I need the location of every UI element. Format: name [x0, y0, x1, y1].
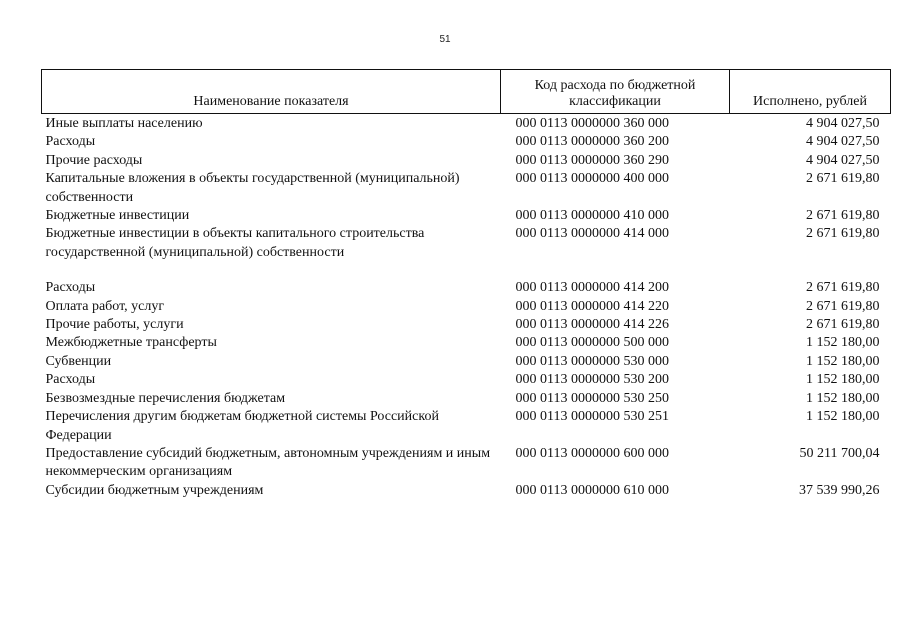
header-name: Наименование показателя: [42, 70, 501, 114]
row-amount: 2 671 619,80: [806, 280, 880, 296]
table-row: [42, 279, 891, 297]
row-amount: 2 671 619,80: [806, 317, 880, 333]
row-code: 000 0113 0000000 414 220: [515, 298, 669, 314]
row-name: Прочие расходы: [45, 152, 143, 168]
row-code: 000 0113 0000000 610 000: [515, 482, 669, 498]
row-name: Бюджетные инвестиции: [45, 208, 190, 224]
row-name: Иные выплаты населению: [45, 116, 203, 131]
table-row: [42, 114, 891, 134]
table-row: [42, 225, 891, 279]
row-amount: 50 211 700,04: [799, 445, 880, 461]
row-amount: 1 152 180,00: [806, 409, 880, 425]
row-code: 000 0113 0000000 400 000: [515, 171, 669, 187]
row-name: Предоставление субсидий бюджетным, автономным учреждениям и иным некоммерческим организациям: [45, 445, 491, 480]
row-code: 000 0113 0000000 530 250: [515, 390, 669, 406]
table-header-row: [42, 70, 891, 114]
header-amount: Исполнено, рублей: [730, 70, 891, 114]
row-name: Капитальные вложения в объекты государственной (муниципальной) собственности: [45, 171, 460, 205]
row-name: Межбюджетные трансферты: [45, 335, 217, 351]
row-amount: 4 904 027,50: [806, 134, 880, 150]
row-code: 000 0113 0000000 410 000: [515, 208, 669, 224]
row-name: Субсидии бюджетным учреждениям: [45, 482, 264, 498]
table-row: [42, 316, 891, 334]
row-amount: 1 152 180,00: [806, 372, 880, 388]
row-code: 000 0113 0000000 530 200: [515, 372, 669, 388]
page-number: 51: [439, 34, 451, 45]
table-body: [42, 114, 891, 501]
budget-execution-table: [41, 69, 891, 500]
row-code: 000 0113 0000000 600 000: [515, 445, 669, 461]
table-row: [42, 207, 891, 225]
row-amount: 2 671 619,80: [806, 298, 880, 314]
row-amount: 4 904 027,50: [806, 152, 880, 168]
row-code: 000 0113 0000000 360 000: [515, 116, 669, 131]
row-amount: 1 152 180,00: [806, 353, 880, 369]
row-amount: 37 539 990,26: [799, 482, 880, 498]
row-name: Бюджетные инвестиции в объекты капитального строительства государственной (муниципальной) собственности: [45, 226, 425, 260]
table-row: [42, 133, 891, 151]
row-code: 000 0113 0000000 414 000: [515, 226, 669, 242]
table-row: [42, 445, 891, 482]
table-row: [42, 298, 891, 316]
table-row: [42, 353, 891, 371]
row-name: Перечисления другим бюджетам бюджетной системы Российской Федерации: [45, 409, 439, 443]
table-row: [42, 482, 891, 500]
table-row: [42, 334, 891, 352]
table-row: [42, 390, 891, 408]
row-amount: 2 671 619,80: [806, 171, 880, 187]
row-amount: 1 152 180,00: [806, 335, 880, 351]
row-name: Расходы: [45, 372, 96, 388]
table-row: [42, 408, 891, 445]
row-code: 000 0113 0000000 530 251: [515, 409, 669, 425]
row-amount: 2 671 619,80: [806, 208, 880, 224]
row-name: Расходы: [45, 280, 96, 296]
row-amount: 1 152 180,00: [806, 390, 880, 406]
row-amount: 4 904 027,50: [806, 116, 880, 131]
row-code: 000 0113 0000000 414 200: [515, 280, 669, 296]
table-header: [42, 70, 891, 114]
row-amount: 2 671 619,80: [806, 226, 880, 242]
row-code: 000 0113 0000000 360 200: [515, 134, 669, 150]
row-name: Субвенции: [45, 353, 112, 369]
row-code: 000 0113 0000000 414 226: [515, 317, 669, 333]
table-row: [42, 371, 891, 389]
row-name: Безвозмездные перечисления бюджетам: [45, 390, 286, 406]
row-code: 000 0113 0000000 530 000: [515, 353, 669, 369]
row-code: 000 0113 0000000 360 290: [515, 152, 669, 168]
table-row: [42, 170, 891, 207]
row-name: Расходы: [45, 134, 96, 150]
row-name: Прочие работы, услуги: [45, 317, 184, 333]
row-name: Оплата работ, услуг: [45, 298, 165, 314]
row-code: 000 0113 0000000 500 000: [515, 335, 669, 351]
table-row: [42, 152, 891, 170]
header-code: Код расхода по бюджетной классификации: [501, 70, 730, 114]
